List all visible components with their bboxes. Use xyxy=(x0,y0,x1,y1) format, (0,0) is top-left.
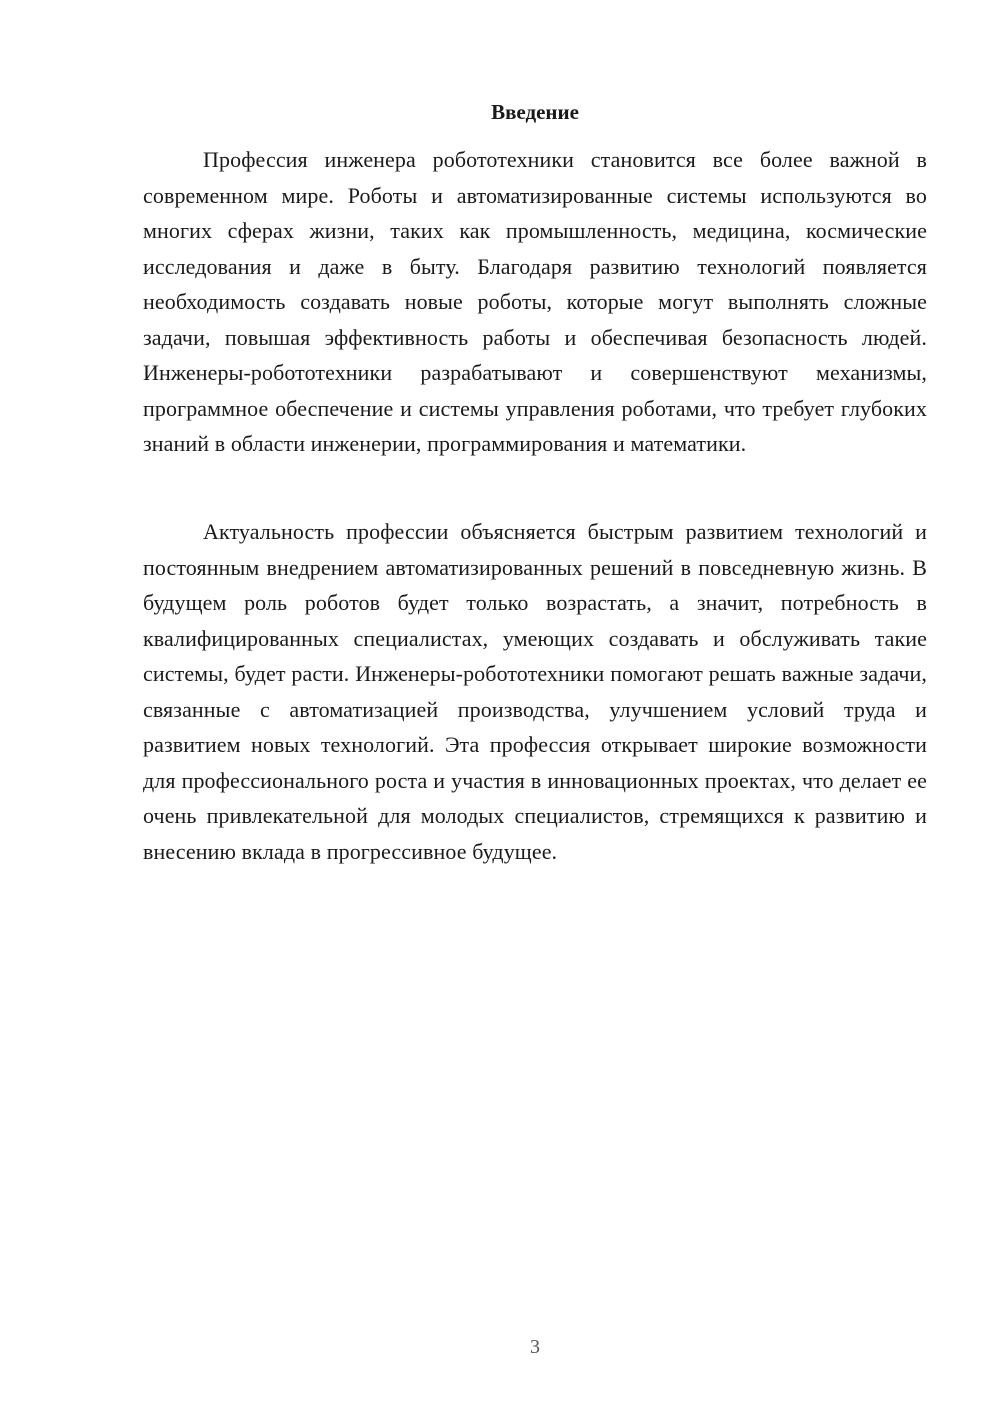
paragraph-block xyxy=(143,142,927,462)
paragraph-block xyxy=(143,514,927,869)
section-heading: Введение xyxy=(491,100,579,124)
paragraph-relevance: Актуальность профессии объясняется быстрым развитием технологий и постоянным внедрением автоматизированных решений в повседневную жизнь. В будущем роль роботов будет только возрастать, а значит, потребность в квалифицированных специалистах, умеющих создавать и обслуживать такие системы, будет расти. Инженеры-робототехники помогают решать важные задачи, связанные с автоматизацией производства, улучшением условий труда и развитием новых технологий. Эта профессия открывает широкие возможности для профессионального роста и участия в инновационных проектах, что делает ее очень привлекательной для молодых специалистов, стремящихся к развитию и внесению вклада в прогрессивное будущее. xyxy=(143,519,927,864)
page-number: 3 xyxy=(530,1336,540,1358)
paragraph-introduction: Профессия инженера робототехники становится все более важной в современном мире. Роботы и автоматизированные системы используются во многих сферах жизни, таких как промышленность, медицина, космические исследования и даже в быту. Благодаря развитию технологий появляется необходимость создавать новые роботы, которые могут выполнять сложные задачи, повышая эффективность работы и обеспечивая безопасность людей. Инженеры-робототехники разрабатывают и совершенствуют механизмы, программное обеспечение и системы управления роботами, что требует глубоких знаний в области инженерии, программирования и математики. xyxy=(143,147,927,456)
